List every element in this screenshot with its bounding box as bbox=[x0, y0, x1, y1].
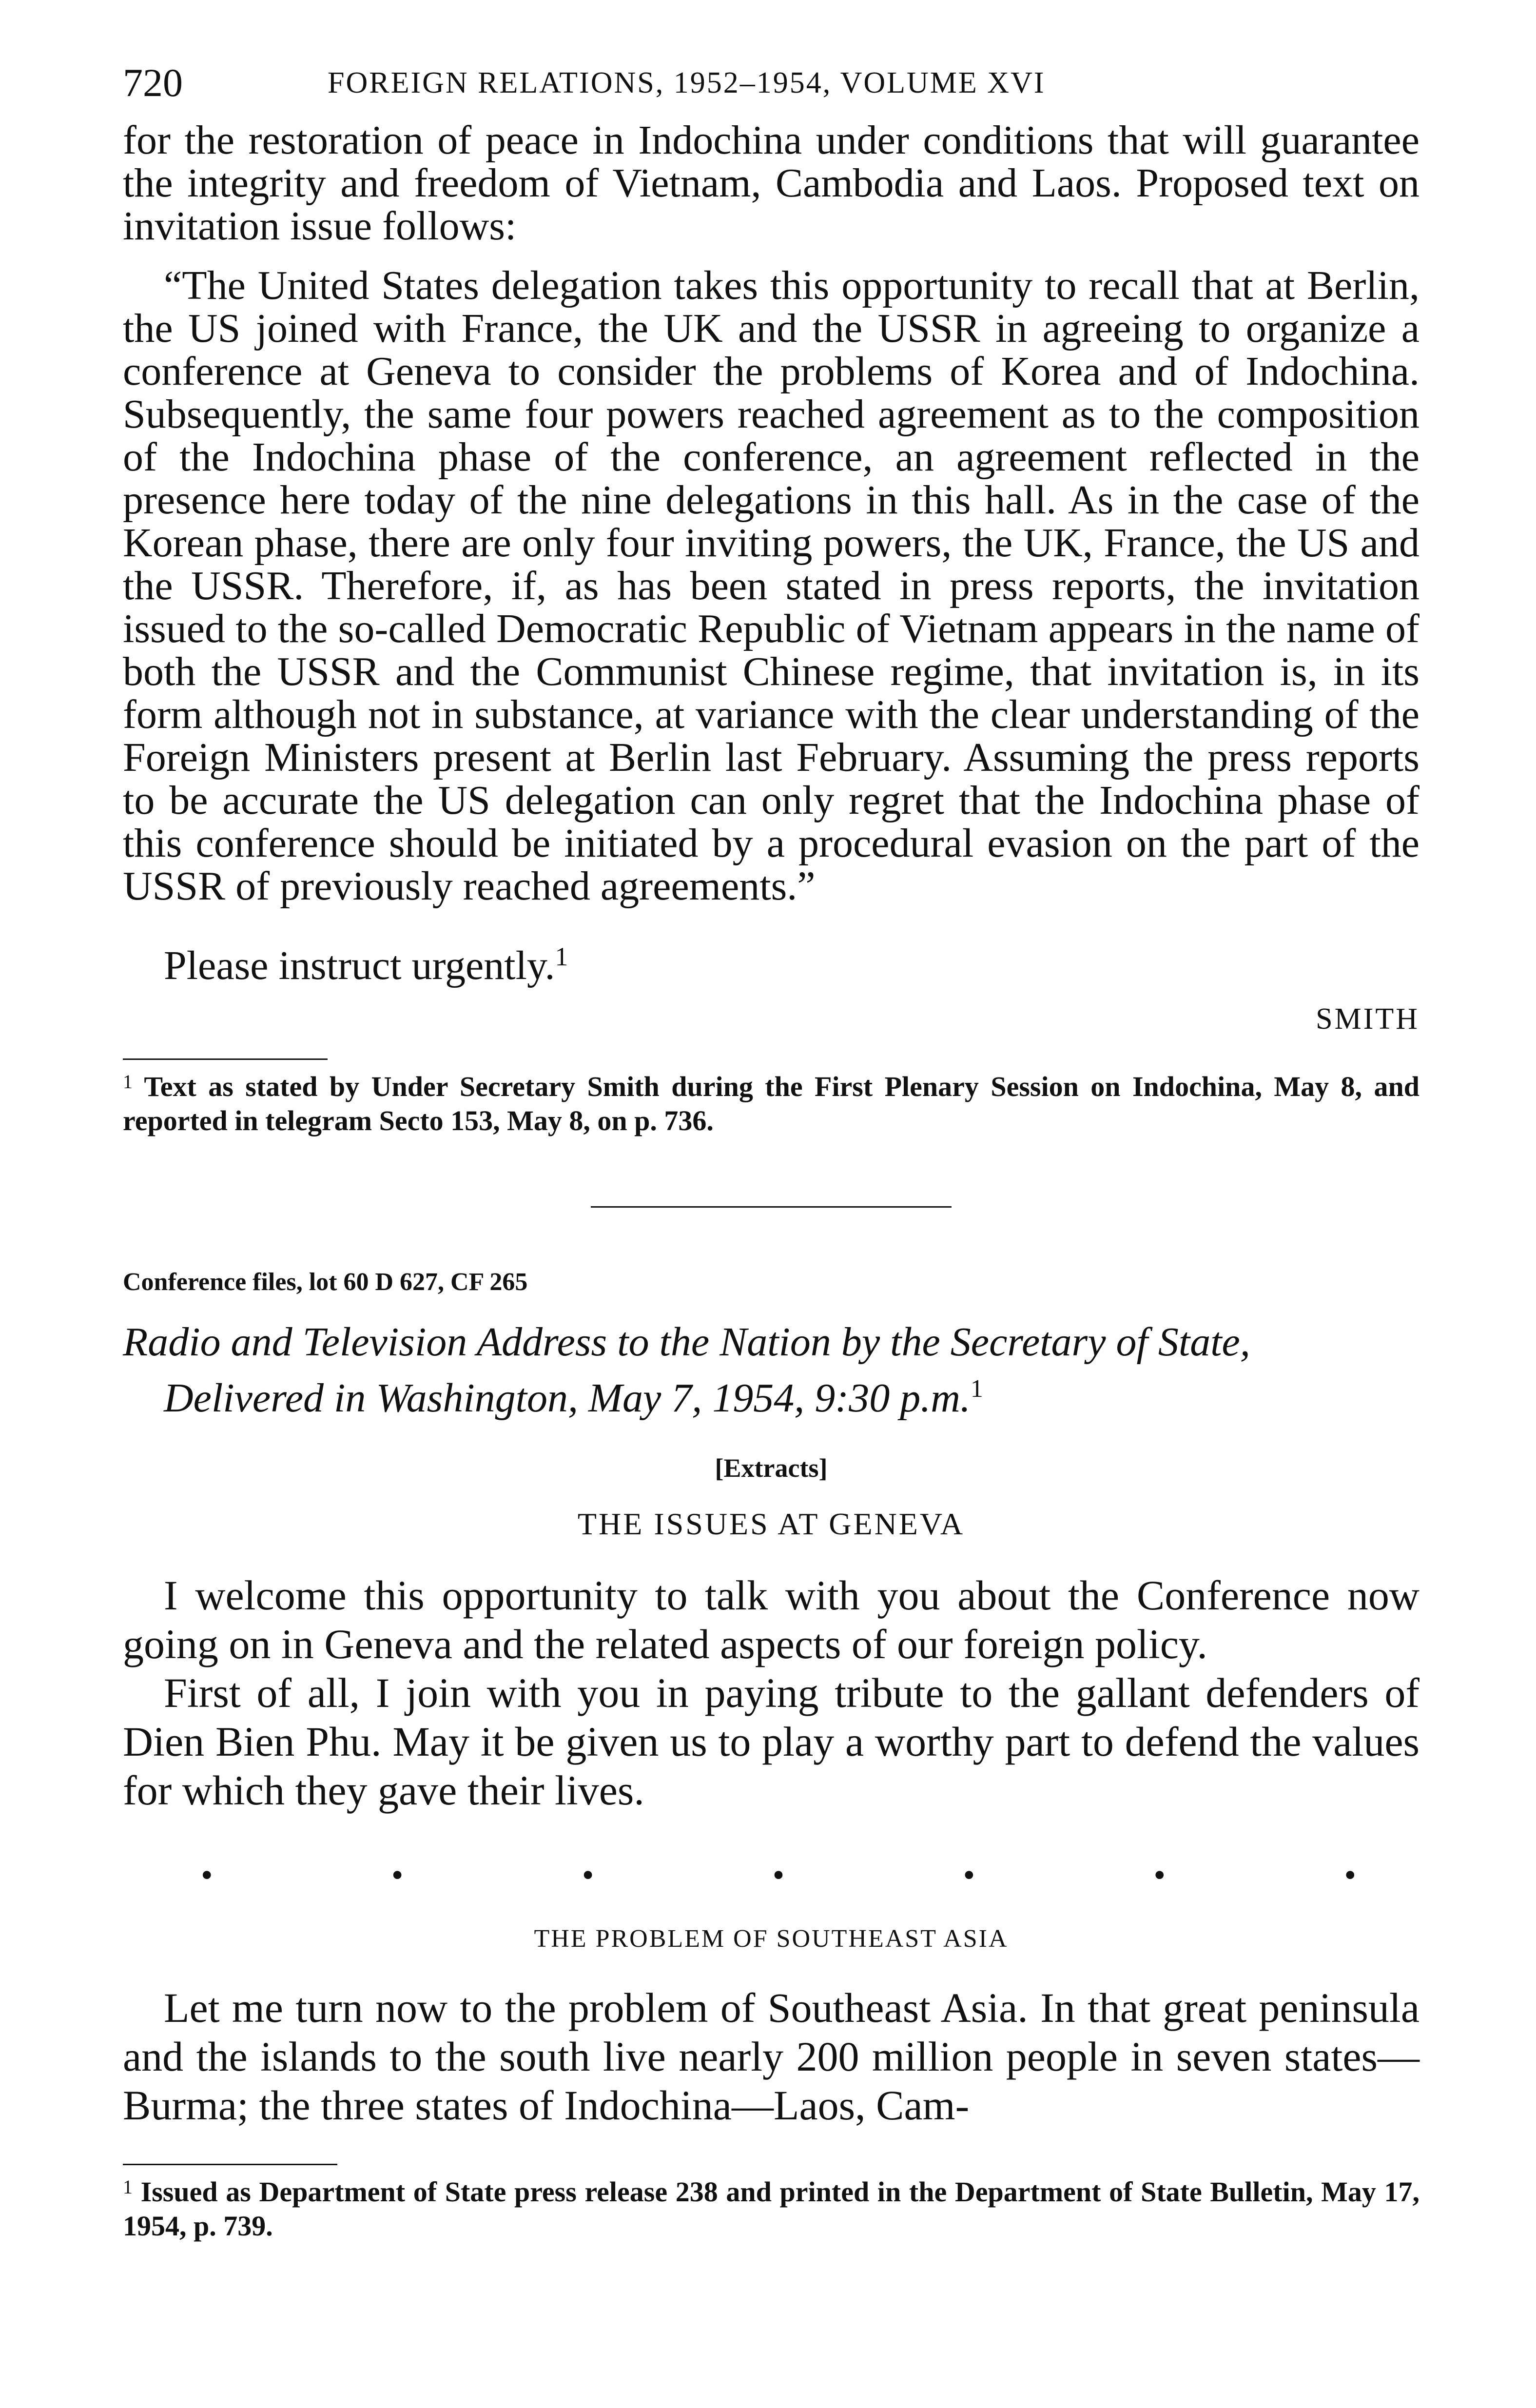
signature: SMITH bbox=[1316, 1002, 1419, 1036]
ellipsis-dot: • bbox=[772, 1857, 785, 1894]
instruction-paragraph bbox=[123, 935, 1419, 987]
instruction-text: Please instruct urgently. bbox=[164, 943, 555, 988]
running-header bbox=[123, 54, 1419, 112]
omission-ellipsis bbox=[123, 1859, 1419, 1893]
ellipsis-dot: • bbox=[963, 1857, 975, 1894]
footnote-reference: 1 bbox=[555, 942, 568, 971]
footnote-text: Text as stated by Under Secretary Smith during the First Plenary Session on Indochina, May 8, and reported in telegram Secto 153, May 8, on p. 736. bbox=[123, 1071, 1419, 1136]
footnote-marker: 1 bbox=[123, 2176, 133, 2198]
ellipsis-dot: • bbox=[201, 1857, 213, 1894]
document-separator-rule bbox=[591, 1206, 952, 1208]
section-heading-southeast-asia: THE PROBLEM OF SOUTHEAST ASIA bbox=[534, 1925, 1009, 1953]
telegram-continuation-paragraph: for the restoration of peace in Indochina under conditions that will guarantee the integrity and freedom of Vietnam, Cambodia and Laos. Proposed text on invitation issue follows: bbox=[123, 117, 1419, 249]
address-paragraph-2: First of all, I join with you in paying tribute to the gallant defenders of Dien Bien Phu. May it be given us to play a worthy part to defend the values for which they gave their lives. bbox=[123, 1669, 1419, 1814]
extracts-label: [Extracts] bbox=[715, 1453, 828, 1483]
running-title: FOREIGN RELATIONS, 1952–1954, VOLUME XVI bbox=[328, 66, 1046, 99]
title-footnote-reference: 1 bbox=[970, 1375, 983, 1403]
document-page bbox=[123, 54, 1419, 2243]
page-number: 720 bbox=[123, 60, 183, 105]
address-footnote bbox=[123, 2170, 1419, 2243]
document-title bbox=[123, 1319, 1419, 1422]
footnote-text: Issued as Department of State press release 238 and printed in the Department of State Bulletin, May 17, 1954, p. 739. bbox=[123, 2176, 1420, 2242]
quoted-statement-paragraph: “The United States delegation takes this opportunity to recall that at Berlin, the US joined with France, the UK and the USSR in agreeing to organize a conference at Geneva to consider the problems of Korea and of Indochina. Subsequently, the same four powers reached agreement as to the composition of the Indochina phase of the conference, an agreement reflected in the presence here today of the nine delegations in this hall. As in the case of the Korean phase, there are only four inviting powers, the UK, France, the US and the USSR. Therefore, if, as has been stated in press reports, the invitation issued to the so-called Democratic Republic of Vietnam appears in the name of both the USSR and the Communist Chinese regime, that invitation is, in its form although not in substance, at variance with the clear understanding of the Foreign Ministers present at Berlin last February. Assuming the press reports to be accurate the US delegation can only regret that the Indochina phase of this conference should be initiated by a procedural evasion on the part of the USSR of previously reached agreements.” bbox=[123, 263, 1419, 909]
telegram-footnote bbox=[123, 1065, 1419, 1138]
footnote-marker: 1 bbox=[123, 1071, 133, 1093]
ellipsis-dot: • bbox=[391, 1857, 404, 1894]
footnote-rule bbox=[123, 2164, 337, 2165]
footnote-rule bbox=[123, 1058, 328, 1060]
section-heading-issues-at-geneva: THE ISSUES AT GENEVA bbox=[577, 1507, 965, 1541]
address-paragraph-3: Let me turn now to the problem of Southeast Asia. In that great peninsula and the islands to the south live nearly 200 million people in seven states—Burma; the three states of Indochina—Laos, Cam- bbox=[123, 1984, 1419, 2129]
address-paragraph-1: I welcome this opportunity to talk with you about the Conference now going on in Geneva and the related aspects of our foreign policy. bbox=[123, 1572, 1419, 1667]
document-title-text: Radio and Television Address to the Nation by the Secretary of State, Delivered in Washington, May 7, 1954, 9:30 p.m. bbox=[123, 1319, 1250, 1421]
ellipsis-dot: • bbox=[582, 1857, 594, 1894]
ellipsis-dot: • bbox=[1153, 1857, 1166, 1894]
source-citation: Conference files, lot 60 D 627, CF 265 bbox=[123, 1268, 528, 1296]
ellipsis-dot: • bbox=[1344, 1857, 1356, 1894]
